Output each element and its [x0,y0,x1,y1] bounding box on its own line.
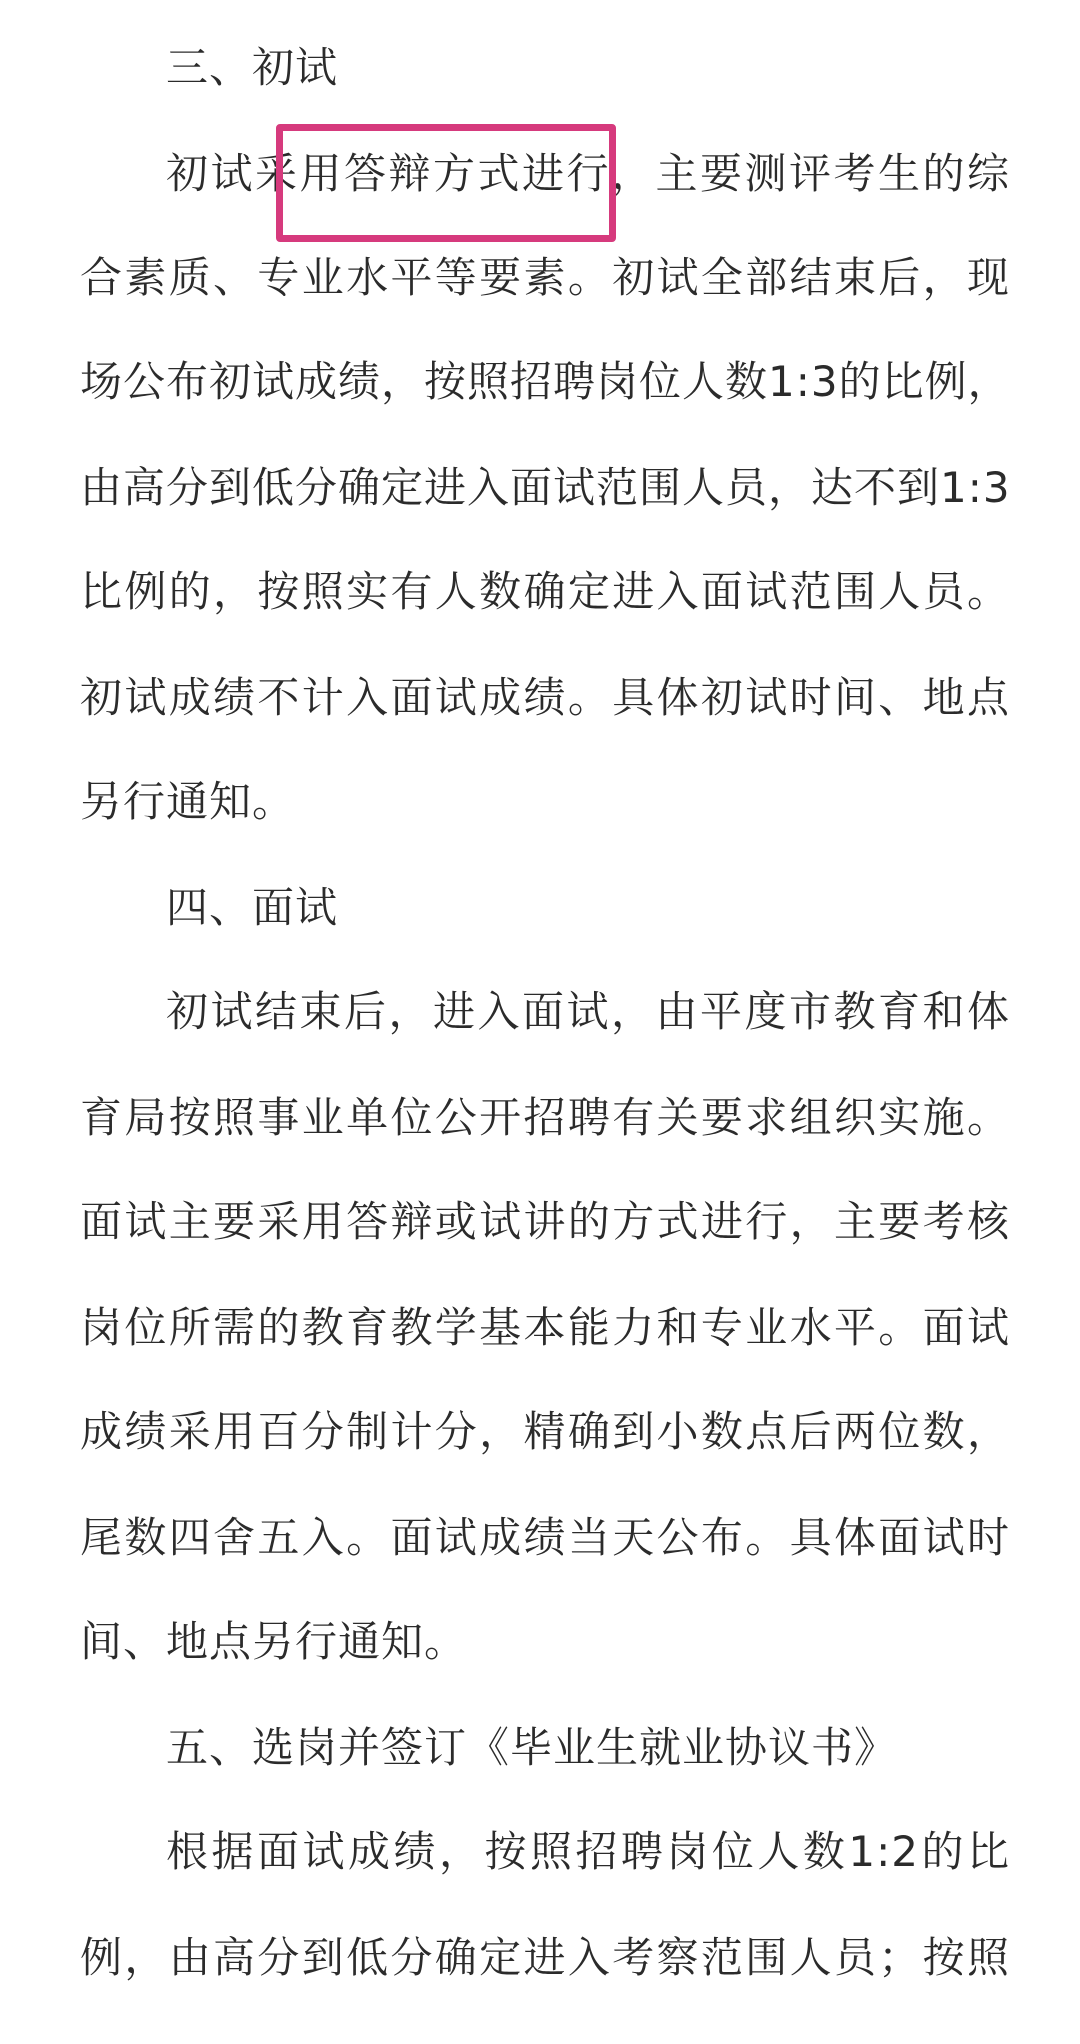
section-3-line-6: 初试成绩不计入面试成绩。具体初试时间、地点 [80,673,1010,722]
section-3-heading: 三、初试 [166,43,339,92]
section-3-line-7: 另行通知。 [80,777,296,826]
section-4-line-6: 尾数四舍五入。面试成绩当天公布。具体面试时 [80,1513,1010,1562]
section-3-line-2: 合素质、专业水平等要素。初试全部结束后，现 [80,253,1010,302]
section-5-line-1: 根据面试成绩，按照招聘岗位人数1:2的比 [166,1827,1010,1876]
section-4-heading: 四、面试 [166,883,339,932]
section-3-line-5: 比例的，按照实有人数确定进入面试范围人员。 [80,567,1010,616]
section-4-line-1: 初试结束后，进入面试，由平度市教育和体 [166,987,1010,1036]
section-4-line-7: 间、地点另行通知。 [80,1617,468,1666]
section-5-line-2: 例，由高分到低分确定进入考察范围人员；按照 [80,1933,1010,1982]
section-4-line-5: 成绩采用百分制计分，精确到小数点后两位数， [80,1407,1010,1456]
section-3-line-3: 场公布初试成绩，按照招聘岗位人数1:3的比例， [80,357,1011,406]
section-4-line-4: 岗位所需的教育教学基本能力和专业水平。面试 [80,1303,1010,1352]
section-4-line-3: 面试主要采用答辩或试讲的方式进行，主要考核 [80,1197,1010,1246]
section-4-line-2: 育局按照事业单位公开招聘有关要求组织实施。 [80,1093,1010,1142]
section-5-heading: 五、选岗并签订《毕业生就业协议书》 [166,1723,898,1772]
section-3-line-1: 初试采用答辩方式进行，主要测评考生的综 [166,149,1010,198]
section-3-line-4: 由高分到低分确定进入面试范围人员，达不到1:3 [80,463,1011,512]
